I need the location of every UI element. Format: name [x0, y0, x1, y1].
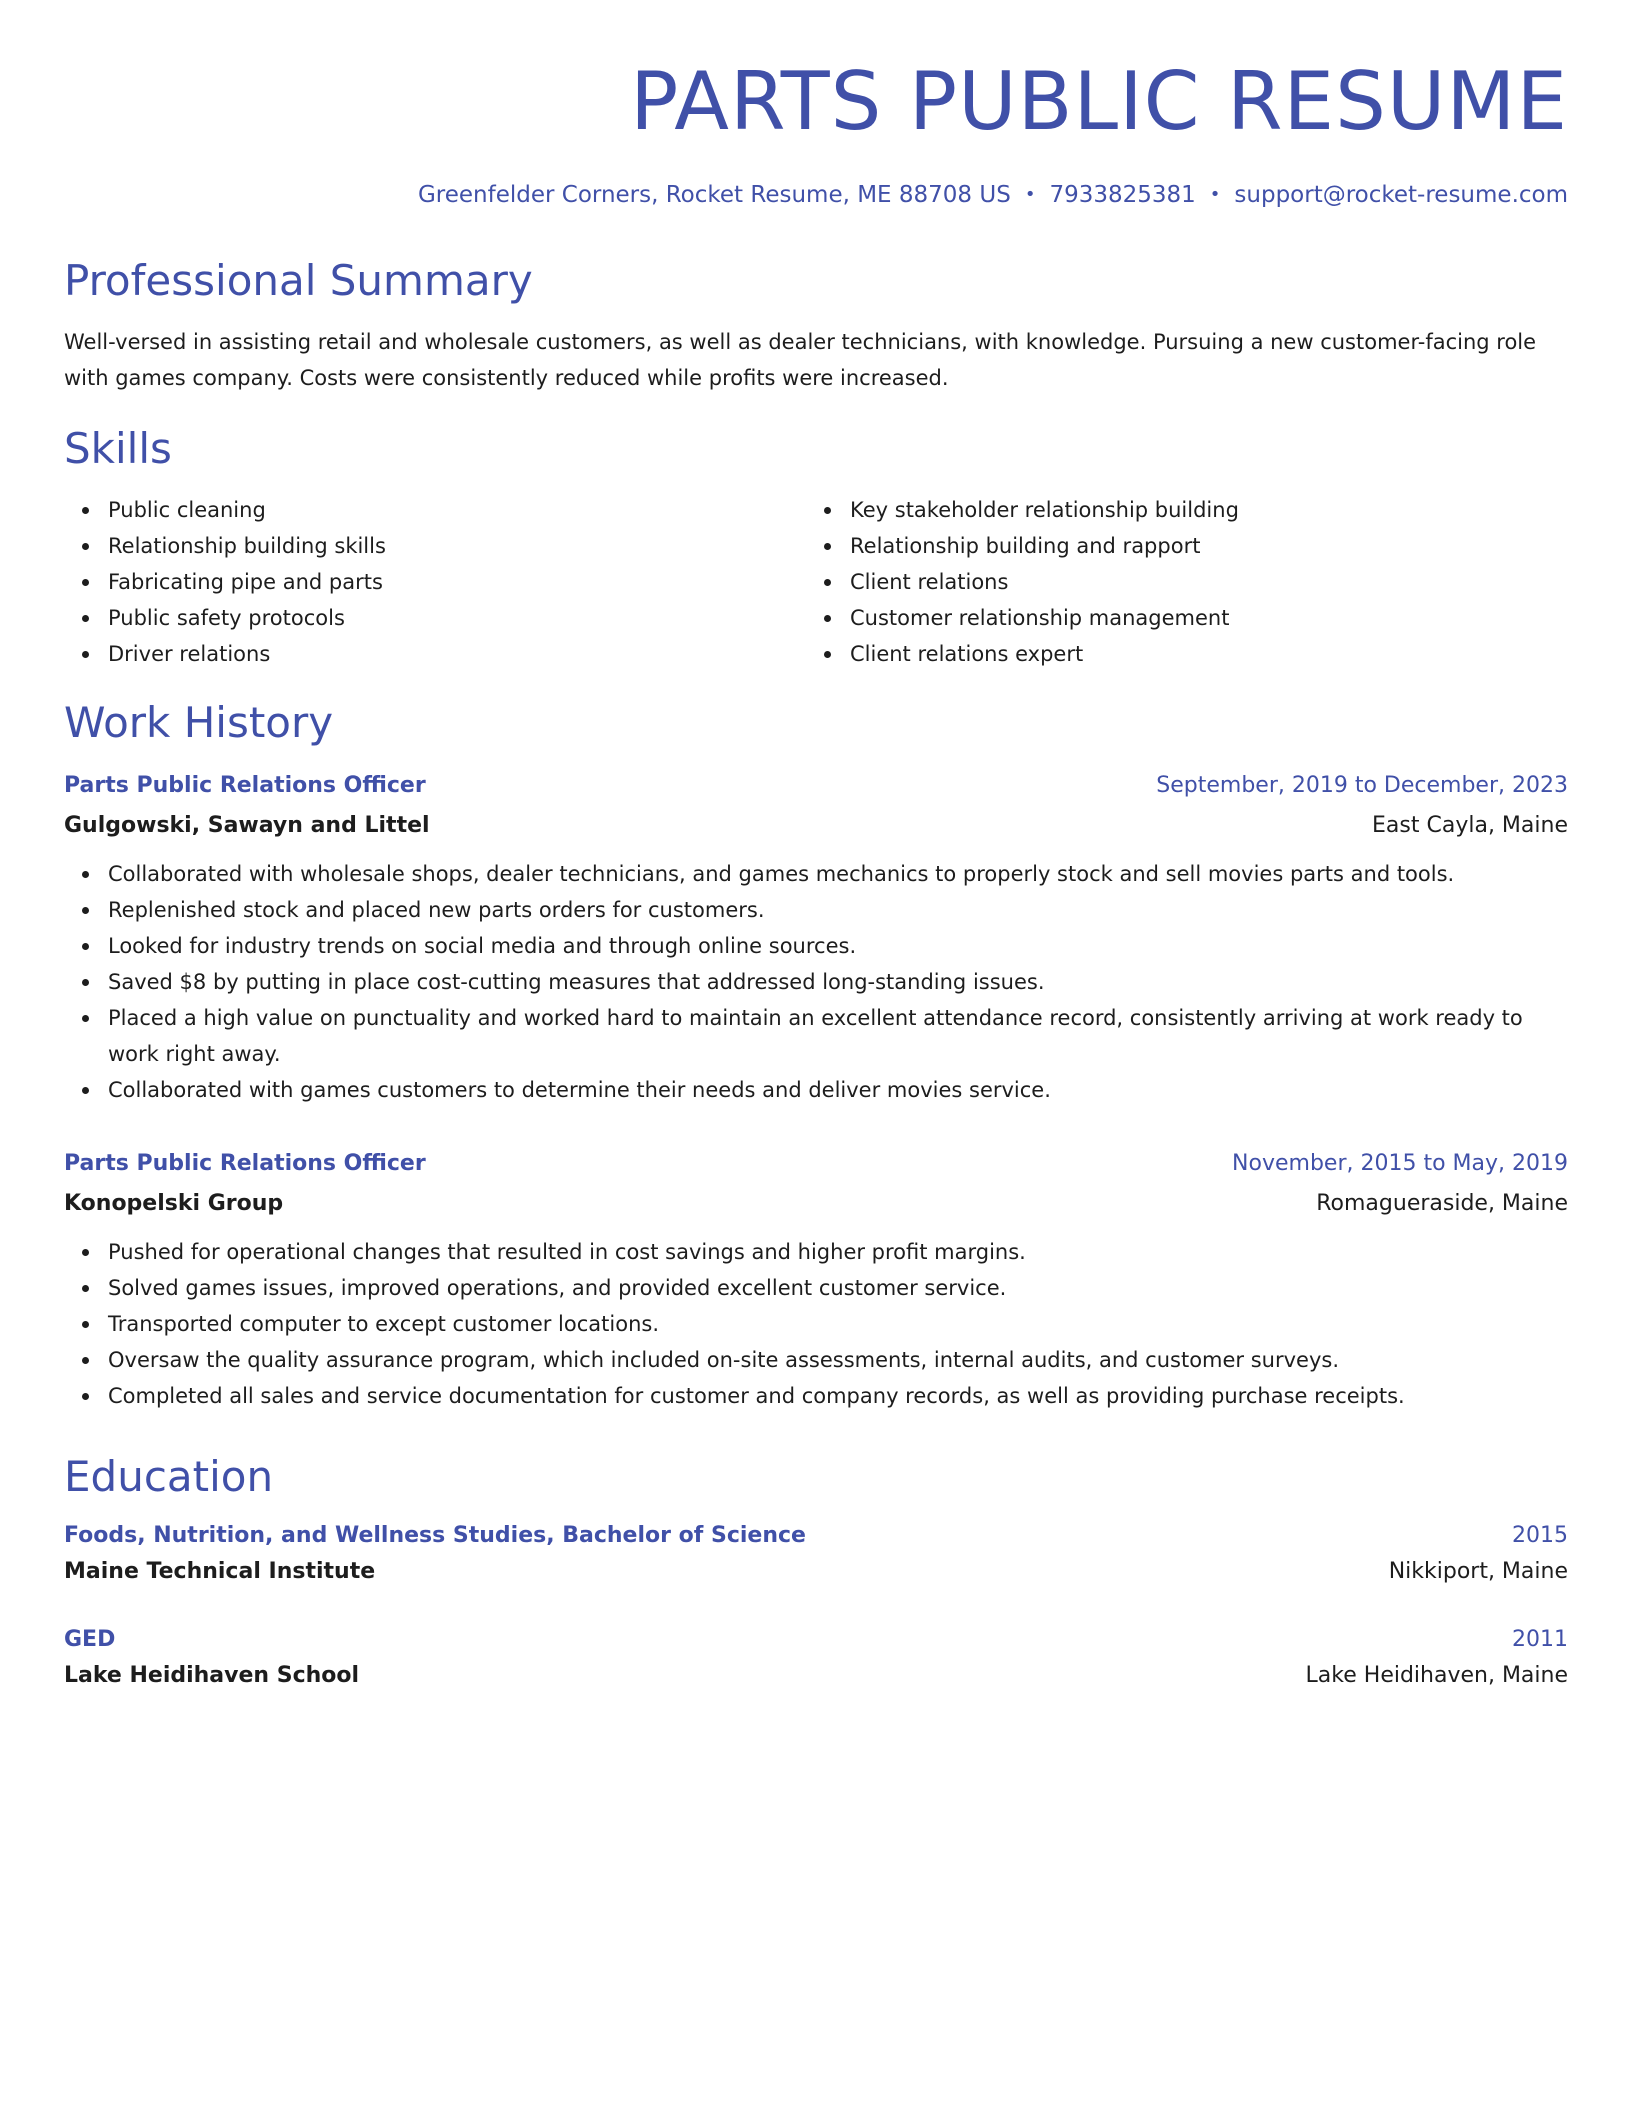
- education-location: Nikkiport, Maine: [1388, 1559, 1568, 1584]
- education-school: Maine Technical Institute: [64, 1559, 376, 1584]
- skill-item: Relationship building skills: [108, 528, 806, 564]
- education-entry: [64, 1624, 1568, 1692]
- contact-separator: •: [1024, 184, 1036, 205]
- job-header-row: [64, 770, 1568, 802]
- skill-item: Relationship building and rapport: [850, 528, 1548, 564]
- job-employer: Gulgowski, Sawayn and Littel: [64, 813, 430, 838]
- education-school-row: [64, 1556, 1568, 1588]
- job-location: Romagueraside, Maine: [1316, 1191, 1568, 1216]
- skill-item: Client relations: [850, 564, 1548, 600]
- job-entry: [64, 1148, 1568, 1414]
- education-school-row: [64, 1660, 1568, 1692]
- skill-item: Public cleaning: [108, 492, 806, 528]
- job-dates: September, 2019 to December, 2023: [1156, 773, 1568, 798]
- skill-item: Customer relationship management: [850, 600, 1548, 636]
- skill-item: Driver relations: [108, 636, 806, 672]
- job-location: East Cayla, Maine: [1372, 813, 1568, 838]
- education-degree: GED: [64, 1627, 116, 1652]
- job-bullet: Solved games issues, improved operations, and provided excellent customer service.: [108, 1270, 1568, 1306]
- job-dates: November, 2015 to May, 2019: [1232, 1151, 1568, 1176]
- resume-page: [64, 0, 1568, 1692]
- education-entry: [64, 1520, 1568, 1588]
- education-degree: Foods, Nutrition, and Wellness Studies, Bachelor of Science: [64, 1523, 806, 1548]
- summary-heading: Professional Summary: [64, 256, 533, 305]
- job-bullet: Looked for industry trends on social media and through online sources.: [108, 928, 1568, 964]
- skills-column-left: [64, 492, 806, 672]
- education-header-row: [64, 1624, 1568, 1656]
- job-title: Parts Public Relations Officer: [64, 773, 426, 798]
- education-header-row: [64, 1520, 1568, 1552]
- skill-item: Client relations expert: [850, 636, 1548, 672]
- job-employer-row: [64, 1188, 1568, 1220]
- job-bullet: Replenished stock and placed new parts orders for customers.: [108, 892, 1568, 928]
- contact-address: Greenfelder Corners, Rocket Resume, ME 88708 US: [417, 182, 1011, 208]
- skill-item: Fabricating pipe and parts: [108, 564, 806, 600]
- contact-line: [64, 180, 1568, 210]
- skills-heading: Skills: [64, 424, 172, 473]
- job-bullet: Pushed for operational changes that resulted in cost savings and higher profit margins.: [108, 1234, 1568, 1270]
- contact-separator: •: [1209, 184, 1221, 205]
- job-bullet: Saved $8 by putting in place cost-cutting measures that addressed long-standing issues.: [108, 964, 1568, 1000]
- job-entry: [64, 770, 1568, 1108]
- job-header-row: [64, 1148, 1568, 1180]
- resume-name: PARTS PUBLIC RESUME: [630, 55, 1568, 148]
- job-bullet: Collaborated with games customers to determine their needs and deliver movies service.: [108, 1072, 1568, 1108]
- job-title: Parts Public Relations Officer: [64, 1151, 426, 1176]
- job-employer-row: [64, 810, 1568, 842]
- education-heading: Education: [64, 1452, 274, 1501]
- job-employer: Konopelski Group: [64, 1191, 284, 1216]
- skill-item: Public safety protocols: [108, 600, 806, 636]
- work-history-heading: Work History: [64, 698, 334, 747]
- education-year: 2011: [1512, 1627, 1568, 1652]
- job-bullets: [64, 1234, 1568, 1414]
- job-bullet: Placed a high value on punctuality and worked hard to maintain an excellent attendance record, consistently arriving at work ready to work right away.: [108, 1000, 1568, 1072]
- education-year: 2015: [1512, 1523, 1568, 1548]
- job-bullet: Collaborated with wholesale shops, dealer technicians, and games mechanics to properly stock and sell movies parts and tools.: [108, 856, 1568, 892]
- job-bullet: Transported computer to except customer locations.: [108, 1306, 1568, 1342]
- skills-column-right: [806, 492, 1548, 672]
- contact-email[interactable]: support@rocket-resume.com: [1234, 182, 1568, 208]
- skill-item: Key stakeholder relationship building: [850, 492, 1548, 528]
- job-bullet: Completed all sales and service documentation for customer and company records, as well as providing purchase receipts.: [108, 1378, 1568, 1414]
- job-bullets: [64, 856, 1568, 1108]
- contact-phone: 7933825381: [1049, 182, 1196, 208]
- education-school: Lake Heidihaven School: [64, 1663, 360, 1688]
- education-location: Lake Heidihaven, Maine: [1305, 1663, 1568, 1688]
- skills-list: [64, 492, 1568, 672]
- summary-text: Well-versed in assisting retail and wholesale customers, as well as dealer technicians, with knowledge. Pursuing a new customer-facing role with games company. Costs were consistently reduced while profits were increased.: [64, 330, 1537, 390]
- job-bullet: Oversaw the quality assurance program, which included on-site assessments, internal audits, and customer surveys.: [108, 1342, 1568, 1378]
